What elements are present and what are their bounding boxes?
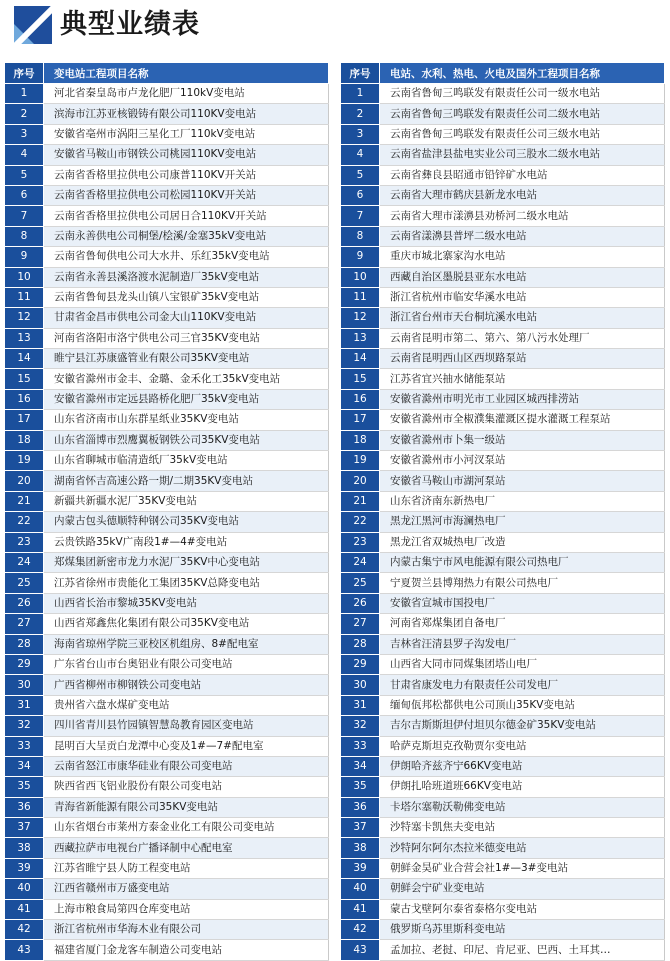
row-number: 11 <box>5 287 44 307</box>
project-name: 安徽省滁州市全椒濮集灌溉区提水灌溉工程泵站 <box>380 410 665 430</box>
table-row <box>341 552 665 572</box>
row-number: 3 <box>341 124 380 144</box>
row-number: 40 <box>5 879 44 899</box>
row-number: 35 <box>5 777 44 797</box>
row-number: 15 <box>5 369 44 389</box>
project-name: 福建省厦门金龙客车制造公司变电站 <box>44 940 329 960</box>
table-row <box>341 634 665 654</box>
project-name: 安徽省滁州市定远县路桥化肥厂35kV变电站 <box>44 389 329 409</box>
table-row <box>341 899 665 919</box>
project-name: 黑龙江省双城热电厂改造 <box>380 532 665 552</box>
row-number: 5 <box>341 165 380 185</box>
row-number: 27 <box>341 614 380 634</box>
project-name: 云南省鲁甸三鸣联发有限责任公司二级水电站 <box>380 104 665 124</box>
project-name: 山西省大同市同煤集团塔山电厂 <box>380 654 665 674</box>
table-row <box>341 84 665 104</box>
row-number: 37 <box>5 818 44 838</box>
row-number: 32 <box>341 716 380 736</box>
project-name: 西藏自治区墨脱县亚东水电站 <box>380 267 665 287</box>
project-name: 云南省鲁甸县龙头山镇八宝银矿35kV变电站 <box>44 287 329 307</box>
column-header-number: 序号 <box>5 63 44 84</box>
project-name: 西藏拉萨市电视台广播译制中心配电室 <box>44 838 329 858</box>
table-row <box>5 899 329 919</box>
company-logo-icon <box>14 6 52 44</box>
row-number: 6 <box>341 185 380 205</box>
table-row <box>5 654 329 674</box>
row-number: 41 <box>5 899 44 919</box>
substation-projects-table <box>4 62 329 961</box>
row-number: 23 <box>341 532 380 552</box>
power-plant-projects-table <box>340 62 665 961</box>
row-number: 33 <box>5 736 44 756</box>
project-name: 新疆共新疆水泥厂35KV变电站 <box>44 491 329 511</box>
project-name: 云南永善供电公司桐堡/桧溪/金塞35kV变电站 <box>44 226 329 246</box>
project-name: 云南省香格里拉供电公司松园110KV开关站 <box>44 185 329 205</box>
table-row <box>341 777 665 797</box>
table-row <box>5 247 329 267</box>
project-name: 江西省赣州市万盛变电站 <box>44 879 329 899</box>
project-name: 哈萨克斯坦克孜勒贾尔变电站 <box>380 736 665 756</box>
project-name: 朝鲜金昊矿业合营会社1#—3#变电站 <box>380 858 665 878</box>
row-number: 39 <box>5 858 44 878</box>
table-row <box>5 532 329 552</box>
project-name: 云南省鲁甸供电公司大水井、乐红35kV变电站 <box>44 247 329 267</box>
row-number: 17 <box>5 410 44 430</box>
table-row <box>5 349 329 369</box>
table-row <box>5 736 329 756</box>
row-number: 1 <box>341 84 380 104</box>
project-name: 江苏省宜兴抽水储能泵站 <box>380 369 665 389</box>
project-name: 山东省济南市山东群星纸业35KV变电站 <box>44 410 329 430</box>
row-number: 9 <box>5 247 44 267</box>
row-number: 30 <box>341 675 380 695</box>
table-row <box>5 226 329 246</box>
project-name: 卡塔尔塞勒沃勒佛变电站 <box>380 797 665 817</box>
row-number: 22 <box>341 512 380 532</box>
project-name: 吉尔吉斯斯坦伊付坦贝尔德金矿35KV变电站 <box>380 716 665 736</box>
project-name: 安徽省马鞍山市湖河泵站 <box>380 471 665 491</box>
row-number: 40 <box>341 879 380 899</box>
table-row <box>5 471 329 491</box>
table-header-row <box>341 63 665 84</box>
project-name: 云南省盐津县盐电实业公司三股水二级水电站 <box>380 145 665 165</box>
row-number: 16 <box>5 389 44 409</box>
table-row <box>5 695 329 715</box>
row-number: 2 <box>5 104 44 124</box>
row-number: 27 <box>5 614 44 634</box>
project-name: 浙江省台州市天台桐坑溪水电站 <box>380 308 665 328</box>
table-row <box>341 716 665 736</box>
table-row <box>341 145 665 165</box>
row-number: 36 <box>5 797 44 817</box>
project-name: 云南省鲁甸三鸣联发有限责任公司一级水电站 <box>380 84 665 104</box>
row-number: 14 <box>341 349 380 369</box>
row-number: 19 <box>341 451 380 471</box>
row-number: 25 <box>341 573 380 593</box>
table-row <box>341 797 665 817</box>
row-number: 7 <box>5 206 44 226</box>
row-number: 42 <box>341 920 380 940</box>
project-name: 云南省昆明西山区西坝路泵站 <box>380 349 665 369</box>
project-name: 广西省柳州市柳钢铁公司变电站 <box>44 675 329 695</box>
table-row <box>341 410 665 430</box>
project-name: 昆明百大呈贡白龙潭中心变及1#—7#配电室 <box>44 736 329 756</box>
table-row <box>5 552 329 572</box>
project-name: 甘肃省金昌市供电公司金大山110KV变电站 <box>44 308 329 328</box>
project-name: 山西省长治市黎城35KV变电站 <box>44 593 329 613</box>
table-row <box>5 206 329 226</box>
row-number: 21 <box>5 491 44 511</box>
row-number: 26 <box>5 593 44 613</box>
row-number: 38 <box>341 838 380 858</box>
project-name: 缅甸佤邦松都供电公司顶山35KV变电站 <box>380 695 665 715</box>
table-row <box>341 308 665 328</box>
table-row <box>5 879 329 899</box>
row-number: 3 <box>5 124 44 144</box>
project-name: 内蒙古包头德顺特种钢公司35KV变电站 <box>44 512 329 532</box>
row-number: 38 <box>5 838 44 858</box>
row-number: 7 <box>341 206 380 226</box>
table-row <box>5 267 329 287</box>
project-name: 上海市粮食局第四仓库变电站 <box>44 899 329 919</box>
project-name: 滨海市江苏亚核锻铸有限公司110KV变电站 <box>44 104 329 124</box>
table-row <box>5 491 329 511</box>
table-row <box>341 675 665 695</box>
table-row <box>341 512 665 532</box>
row-number: 19 <box>5 451 44 471</box>
project-name: 云南省彝良县昭通市铅锌矿水电站 <box>380 165 665 185</box>
table-row <box>5 410 329 430</box>
row-number: 4 <box>341 145 380 165</box>
table-row <box>5 716 329 736</box>
row-number: 13 <box>341 328 380 348</box>
table-row <box>5 634 329 654</box>
column-header-number: 序号 <box>341 63 380 84</box>
table-row <box>5 614 329 634</box>
table-row <box>5 124 329 144</box>
project-name: 山西省郑鑫焦化集团有限公司35KV变电站 <box>44 614 329 634</box>
row-number: 24 <box>5 552 44 572</box>
table-row <box>5 328 329 348</box>
power-plant-projects-body <box>341 84 665 961</box>
project-name: 云南省大理市漾濞县劝桥河二级水电站 <box>380 206 665 226</box>
project-name: 云南省永善县溪洛渡水泥制造厂35kV变电站 <box>44 267 329 287</box>
table-row <box>341 695 665 715</box>
row-number: 28 <box>5 634 44 654</box>
table-row <box>341 838 665 858</box>
row-number: 8 <box>5 226 44 246</box>
row-number: 20 <box>5 471 44 491</box>
row-number: 18 <box>341 430 380 450</box>
table-row <box>5 838 329 858</box>
project-name: 安徽省滁州市卜集一级站 <box>380 430 665 450</box>
row-number: 10 <box>5 267 44 287</box>
table-row <box>5 573 329 593</box>
table-row <box>341 349 665 369</box>
row-number: 20 <box>341 471 380 491</box>
table-row <box>5 287 329 307</box>
project-name: 山东省聊城市临清造纸厂35kV变电站 <box>44 451 329 471</box>
row-number: 39 <box>341 858 380 878</box>
row-number: 15 <box>341 369 380 389</box>
table-row <box>5 165 329 185</box>
row-number: 6 <box>5 185 44 205</box>
table-row <box>5 512 329 532</box>
table-row <box>5 185 329 205</box>
table-row <box>5 940 329 960</box>
row-number: 41 <box>341 899 380 919</box>
row-number: 5 <box>5 165 44 185</box>
table-row <box>341 287 665 307</box>
project-name: 黑龙江黑河市海澜热电厂 <box>380 512 665 532</box>
table-row <box>5 369 329 389</box>
project-name: 孟加拉、老挝、印尼、肯尼亚、巴西、土耳其… <box>380 940 665 960</box>
project-name: 安徽省滁州市小河汊泵站 <box>380 451 665 471</box>
table-header-row <box>5 63 329 84</box>
project-name: 青海省新能源有限公司35KV变电站 <box>44 797 329 817</box>
row-number: 43 <box>341 940 380 960</box>
row-number: 4 <box>5 145 44 165</box>
table-row <box>341 858 665 878</box>
table-row <box>341 940 665 960</box>
row-number: 13 <box>5 328 44 348</box>
table-row <box>5 308 329 328</box>
row-number: 36 <box>341 797 380 817</box>
row-number: 22 <box>5 512 44 532</box>
project-name: 河南省郑煤集团自备电厂 <box>380 614 665 634</box>
table-row <box>5 84 329 104</box>
row-number: 9 <box>341 247 380 267</box>
table-row <box>341 267 665 287</box>
table-row <box>341 654 665 674</box>
row-number: 16 <box>341 389 380 409</box>
table-row <box>341 736 665 756</box>
project-name: 海南省琼州学院三亚校区机组房、8#配电室 <box>44 634 329 654</box>
table-row <box>5 593 329 613</box>
project-name: 沙特阿尔阿尔杰拉米德变电站 <box>380 838 665 858</box>
project-name: 内蒙古集宁市风电能源有限公司热电厂 <box>380 552 665 572</box>
project-name: 江苏省徐州市贵能化工集团35KV总降变电站 <box>44 573 329 593</box>
project-name: 河南省洛阳市洛宁供电公司三官35KV变电站 <box>44 328 329 348</box>
table-row <box>5 858 329 878</box>
project-name: 浙江省杭州市华海木业有限公司 <box>44 920 329 940</box>
row-number: 30 <box>5 675 44 695</box>
project-name: 伊朗扎哈班道班66KV变电站 <box>380 777 665 797</box>
project-name: 山东省烟台市莱州方泰金业化工有限公司变电站 <box>44 818 329 838</box>
table-row <box>341 920 665 940</box>
table-row <box>5 145 329 165</box>
table-row <box>341 593 665 613</box>
project-name: 安徽省宣城市国投电厂 <box>380 593 665 613</box>
project-name: 沙特塞卡凯焦夫变电站 <box>380 818 665 838</box>
row-number: 25 <box>5 573 44 593</box>
project-name: 睢宁县江苏康盛管业有限公司35KV变电站 <box>44 349 329 369</box>
project-name: 云南省漾濞县普坪二级水电站 <box>380 226 665 246</box>
page-title: 典型业绩表 <box>60 9 200 40</box>
row-number: 8 <box>341 226 380 246</box>
table-row <box>341 369 665 389</box>
project-name: 俄罗斯乌苏里斯科变电站 <box>380 920 665 940</box>
table-row <box>341 104 665 124</box>
row-number: 33 <box>341 736 380 756</box>
row-number: 26 <box>341 593 380 613</box>
table-row <box>341 328 665 348</box>
row-number: 34 <box>341 756 380 776</box>
table-row <box>341 614 665 634</box>
row-number: 18 <box>5 430 44 450</box>
table-row <box>341 491 665 511</box>
project-name: 安徽省马鞍山市钢铁公司桃园110KV变电站 <box>44 145 329 165</box>
project-name: 山东省济南东新热电厂 <box>380 491 665 511</box>
table-row <box>5 920 329 940</box>
project-name: 甘肃省康发电力有限责任公司发电厂 <box>380 675 665 695</box>
project-name: 四川省青川县竹园镇智慧岛教育园区变电站 <box>44 716 329 736</box>
table-row <box>5 675 329 695</box>
table-row <box>341 206 665 226</box>
substation-projects-body <box>5 84 329 961</box>
project-name: 吉林省汪清县罗子沟发电厂 <box>380 634 665 654</box>
row-number: 35 <box>341 777 380 797</box>
project-name: 云南省香格里拉供电公司居日合110KV开关站 <box>44 206 329 226</box>
table-row <box>341 573 665 593</box>
project-name: 江苏省睢宁县人防工程变电站 <box>44 858 329 878</box>
row-number: 31 <box>341 695 380 715</box>
page-header <box>0 0 670 50</box>
table-row <box>5 797 329 817</box>
table-row <box>5 451 329 471</box>
project-name: 安徽省滁州市明光市工业园区城西排涝站 <box>380 389 665 409</box>
project-name: 云南省香格里拉供电公司康普110KV开关站 <box>44 165 329 185</box>
project-name: 贵州省六盘水煤矿变电站 <box>44 695 329 715</box>
table-row <box>5 777 329 797</box>
project-name: 云南省鲁甸三鸣联发有限责任公司三级水电站 <box>380 124 665 144</box>
project-name: 云贵铁路35kV广南段1#—4#变电站 <box>44 532 329 552</box>
project-name: 陕西省西飞铝业股份有限公司变电站 <box>44 777 329 797</box>
row-number: 28 <box>341 634 380 654</box>
project-name: 浙江省杭州市临安华溪水电站 <box>380 287 665 307</box>
project-name: 安徽省滁州市金丰、金璐、金禾化工35kV变电站 <box>44 369 329 389</box>
row-number: 12 <box>341 308 380 328</box>
project-name: 宁夏贺兰县博翔热力有限公司热电厂 <box>380 573 665 593</box>
row-number: 34 <box>5 756 44 776</box>
table-row <box>341 532 665 552</box>
project-name: 广东省台山市台奥铝业有限公司变电站 <box>44 654 329 674</box>
project-name: 郑煤集团新密市龙力水泥厂35KV中心变电站 <box>44 552 329 572</box>
table-row <box>5 756 329 776</box>
row-number: 17 <box>341 410 380 430</box>
row-number: 23 <box>5 532 44 552</box>
column-header-project-name: 电站、水利、热电、火电及国外工程项目名称 <box>380 63 665 84</box>
table-row <box>341 430 665 450</box>
project-name: 河北省秦皇岛市卢龙化肥厂110kV变电站 <box>44 84 329 104</box>
table-row <box>341 756 665 776</box>
row-number: 31 <box>5 695 44 715</box>
row-number: 37 <box>341 818 380 838</box>
table-row <box>5 104 329 124</box>
row-number: 14 <box>5 349 44 369</box>
row-number: 42 <box>5 920 44 940</box>
table-row <box>341 185 665 205</box>
project-name: 伊朗哈齐兹齐宁66KV变电站 <box>380 756 665 776</box>
table-row <box>341 389 665 409</box>
row-number: 29 <box>5 654 44 674</box>
table-row <box>341 451 665 471</box>
row-number: 21 <box>341 491 380 511</box>
table-row <box>5 430 329 450</box>
row-number: 43 <box>5 940 44 960</box>
row-number: 2 <box>341 104 380 124</box>
table-row <box>341 471 665 491</box>
project-name: 山东省淄博市烈鹰翼板钢铁公司35KV变电站 <box>44 430 329 450</box>
column-header-project-name: 变电站工程项目名称 <box>44 63 329 84</box>
table-row <box>341 124 665 144</box>
row-number: 10 <box>341 267 380 287</box>
table-row <box>341 247 665 267</box>
row-number: 24 <box>341 552 380 572</box>
project-name: 蒙古戈壁阿尔泰省泰格尔变电站 <box>380 899 665 919</box>
row-number: 12 <box>5 308 44 328</box>
row-number: 1 <box>5 84 44 104</box>
table-row <box>5 818 329 838</box>
project-name: 云南省怒江市康华硅业有限公司变电站 <box>44 756 329 776</box>
row-number: 11 <box>341 287 380 307</box>
project-name: 安徽省亳州市涡阳三星化工厂110kV变电站 <box>44 124 329 144</box>
row-number: 32 <box>5 716 44 736</box>
table-row <box>341 165 665 185</box>
project-name: 朝鲜会宁矿业变电站 <box>380 879 665 899</box>
row-number: 29 <box>341 654 380 674</box>
project-name: 湖南省怀吉高速公路一期/二期35KV变电站 <box>44 471 329 491</box>
table-row <box>5 389 329 409</box>
table-row <box>341 818 665 838</box>
project-name: 重庆市城北寨家沟水电站 <box>380 247 665 267</box>
table-row <box>341 879 665 899</box>
table-row <box>341 226 665 246</box>
project-name: 云南省昆明市第二、第六、第八污水处理厂 <box>380 328 665 348</box>
project-name: 云南省大理市鹤庆县新龙水电站 <box>380 185 665 205</box>
